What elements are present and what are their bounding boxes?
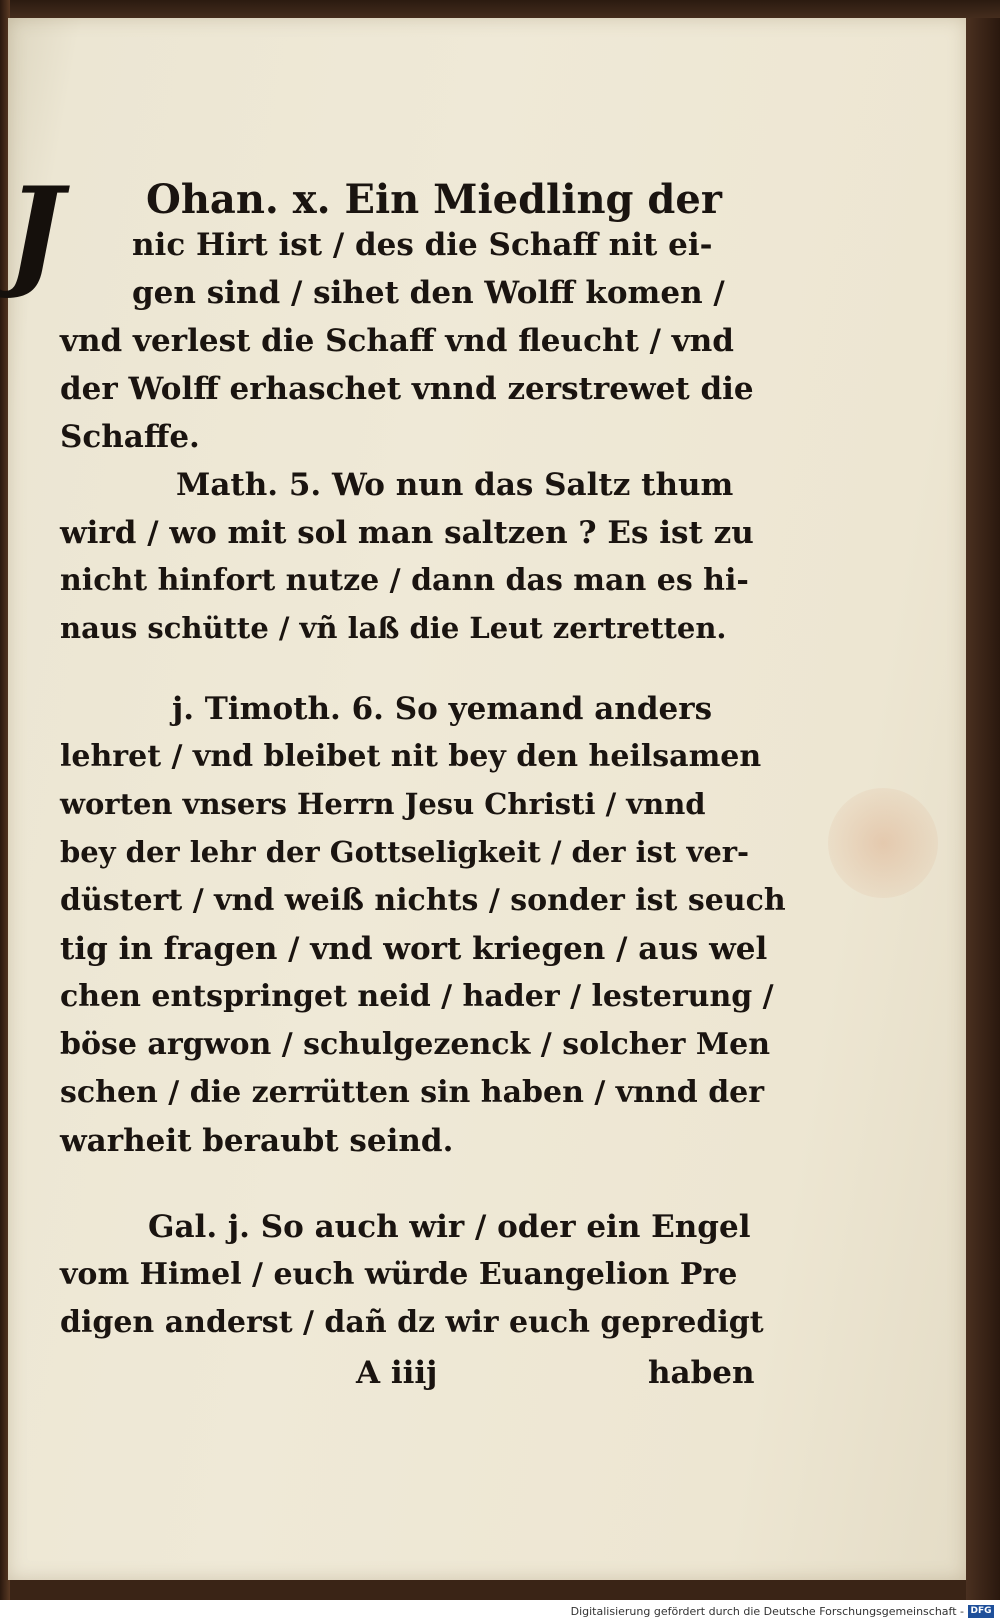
text-line: Math. 5. Wo nun das Saltz thum [176, 467, 734, 503]
catchword: haben [648, 1355, 755, 1391]
funding-credit: Digitalisierung gefördert durch die Deutsche Forschungsgemeinschaft - [570, 1605, 964, 1618]
text-line: Schaffe. [60, 419, 200, 455]
text-line: j. Timoth. 6. So yemand anders [172, 691, 713, 727]
text-line: bey der lehr der Gottseligkeit / der ist ver- [60, 835, 750, 869]
text-line: der Wolff erhaschet vnnd zerstrewet die [60, 371, 754, 407]
text-line: nicht hinfort nutze / dann das man es hi- [60, 563, 749, 598]
text-line: lehret / vnd bleibet nit bey den heilsamen [60, 739, 762, 774]
text-line: nic Hirt ist / des die Schaff nit ei- [132, 227, 713, 263]
drop-capital: J [6, 161, 64, 302]
text-line: gen sind / sihet den Wolff komen / [132, 275, 725, 311]
text-line: digen anderst / dañ dz wir euch gepredigt [60, 1305, 764, 1340]
signature-mark: A iiij [356, 1355, 438, 1391]
text-line: Ohan. x. Ein Miedling der [146, 176, 722, 223]
text-line: warheit beraubt seind. [60, 1123, 454, 1159]
text-line: worten vnsers Herrn Jesu Christi / vnnd [60, 787, 706, 821]
text-line: vom Himel / euch würde Euangelion Pre [60, 1257, 738, 1292]
text-line: schen / die zerrütten sin haben / vnnd der [60, 1075, 765, 1110]
text-line: düstert / vnd weiß nichts / sonder ist seuch [60, 883, 786, 918]
text-line: naus schütte / vñ laß die Leut zertretten. [60, 611, 727, 645]
dfg-logo: DFG [968, 1605, 994, 1618]
book-right-edge [966, 18, 1000, 1600]
text-line: wird / wo mit sol man saltzen ? Es ist zu [60, 515, 754, 551]
text-line: vnd verlest die Schaff vnd fleucht / vnd [60, 323, 734, 359]
text-line: chen entspringet neid / hader / lesterung / [60, 979, 774, 1014]
page-stain [828, 788, 938, 898]
text-line: böse argwon / schulgezenck / solcher Men [60, 1027, 771, 1062]
text-line: Gal. j. So auch wir / oder ein Engel [148, 1209, 751, 1245]
text-line: tig in fragen / vnd wort kriegen / aus wel [60, 931, 768, 967]
